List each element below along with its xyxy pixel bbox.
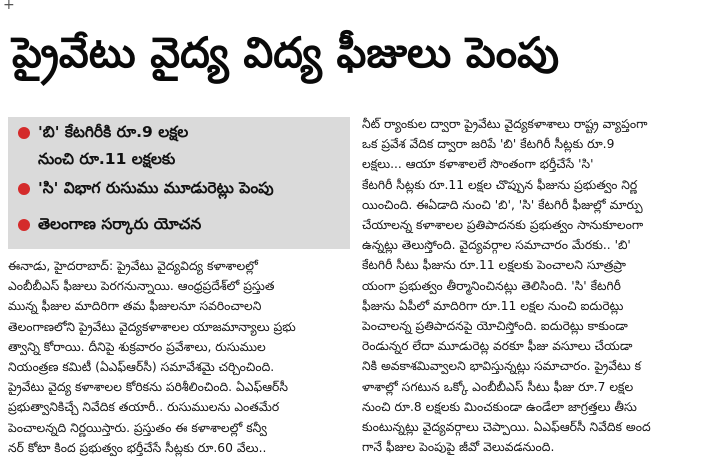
bullet-dot-icon bbox=[18, 183, 30, 195]
column2-line: పెంచాలన్న ప్రతిపాదనపై యోచిస్తోంది. ఐదురెట్లు కాకుండా bbox=[362, 319, 628, 334]
highlight-1-line1: 'బి' కేటగిరీకి రూ.9 లక్షల bbox=[38, 123, 189, 141]
column1-line: ప్రైవేటు వైద్య కళాశాలల కోరికను పరిశీలించింది. ఏఎఫ్ఆర్‌సీ bbox=[8, 380, 288, 395]
column1-line: మున్న ఫీజుల మాదిరిగా తమ ఫీజులనూ సవరించాలని bbox=[8, 299, 262, 314]
column1-line: నియంత్రణ కమిటీ (ఏఎఫ్ఆర్‌సీ) సమావేశమై చర్చించింది. bbox=[8, 360, 275, 375]
column2-line: యంగా ప్రభుత్వం తీర్మానించినట్లు తెలిసింది. 'సి' కేటగిరీ bbox=[362, 278, 621, 293]
column1-line: త్వాన్ని కోరాయి. దీనిపై శుక్రవారం ప్రవేశాలు, రుసుముల bbox=[8, 339, 266, 354]
highlight-2-line1: 'సి' విభాగ రుసుము మూడురెట్లు పెంపు bbox=[38, 179, 274, 197]
article-column-2 bbox=[362, 114, 702, 457]
column2-line: నీట్ ర్యాంకుల ద్వారా ప్రైవేటు వైద్యకళాశాలు రాష్ట్ర వ్యాప్తంగా bbox=[362, 117, 648, 131]
column1-line: నర్ కోటా కింద ప్రభుత్వం భర్తీచేసే సీట్లకు రూ.60 వేలు.. bbox=[8, 440, 267, 455]
article-column-1 bbox=[8, 256, 353, 458]
column2-line: చేయాలన్న కళాశాలల ప్రతిపాదనకు ప్రభుత్వం సానుకూలంగా bbox=[362, 218, 644, 233]
bullet-dot-icon bbox=[18, 219, 30, 231]
highlights-box bbox=[8, 117, 350, 249]
registration-mark: + bbox=[3, 0, 15, 13]
column2-line: నుంచి రూ.8 లక్షలకు మించకుండా ఉండేలా జాగ్రత్తలు తీసు bbox=[362, 399, 637, 414]
column2-line: కేటగిరీ సీట్లకు రూ.11 లక్షల చొప్పున ఫీజును ప్రభుత్వం నిర్ణ bbox=[362, 177, 638, 192]
highlight-1 bbox=[38, 121, 188, 170]
column1-line: ఈనాడు, హైదరాబాద్: ప్రైవేటు వైద్యవిద్య కళాశాలల్లో bbox=[8, 259, 258, 273]
highlight-1-line2: నుంచి రూ.11 లక్షలకు bbox=[38, 150, 176, 168]
column2-line: కేటగిరీ సీటు ఫీజును రూ.11 లక్షలకు పెంచాలని సూత్రప్రా bbox=[362, 258, 626, 273]
highlight-2 bbox=[38, 177, 274, 199]
column1-line: ప్రభుత్వానికిచ్చే నివేదిక తయారీ.. రుసుములను ఎంతమేర bbox=[8, 400, 280, 415]
bullet-dot-icon bbox=[18, 127, 30, 139]
column2-line: రెండున్నర లేదా మూడురెట్ల వరకూ ఫీజు వసూలు చేయడా bbox=[362, 339, 633, 354]
highlight-3 bbox=[38, 213, 201, 235]
column2-line: ఫీజును ఏపీలో మాదిరిగా రూ.11 లక్షల నుంచి ఐదురెట్లు bbox=[362, 298, 624, 313]
column2-line: యించింది. ఈఏడాది నుంచి 'బి', 'సి' కేటగిరీ ఫీజుల్లో మార్పు bbox=[362, 197, 643, 212]
column2-line: ళాశాల్లో సగటున ఒక్కో ఎంబీబీఎస్ సీటు ఫీజు రూ.7 లక్షల bbox=[362, 379, 634, 394]
column2-line: కుంటున్నట్లు వైద్యవర్గాలు చెప్పాయి. ఏఎఫ్ఆర్‌సీ నివేదిక అంద bbox=[362, 420, 651, 435]
column1-line: పెంచాలన్నది నిర్ణయిస్తారు. ప్రస్తుతం ఈ కళాశాలల్లో కన్వీ bbox=[8, 420, 267, 435]
column2-line: ఉన్నట్లు తెలుస్తోంది. వైద్యవర్గాల సమాచారం మేరకు.. 'బి' bbox=[362, 238, 631, 253]
column2-line: గానే ఫీజుల పెంపుపై జీవో వెలువడనుంది. bbox=[362, 440, 555, 455]
column2-line: లక్షలు... ఆయా కళాశాలలే సొంతంగా భర్తీచేసే 'సి' bbox=[362, 157, 594, 172]
column2-line: ఒక ప్రవేశ వేదిక ద్వారా జరిపే 'బి' కేటగిరీ సీట్లకు రూ.9 bbox=[362, 137, 615, 152]
headline: ప్రైవేటు వైద్య విద్య ఫీజులు పెంపు bbox=[12, 28, 559, 77]
column1-line: తెలంగాణలోని ప్రైవేటు వైద్యకళాశాలల యాజమాన్యాలు ప్రభు bbox=[8, 319, 296, 334]
column2-line: నికి అవకాశమివ్వాలని భావిస్తున్నట్లు సమాచారం. ప్రైవేటు క bbox=[362, 359, 642, 374]
highlight-3-line1: తెలంగాణ సర్కారు యోచన bbox=[38, 215, 202, 233]
column1-line: ఎంబీబీఎస్ ఫీజులు పెరగనున్నాయి. ఆంధ్రప్రదేశ్‌లో ప్రస్తుత bbox=[8, 279, 275, 294]
